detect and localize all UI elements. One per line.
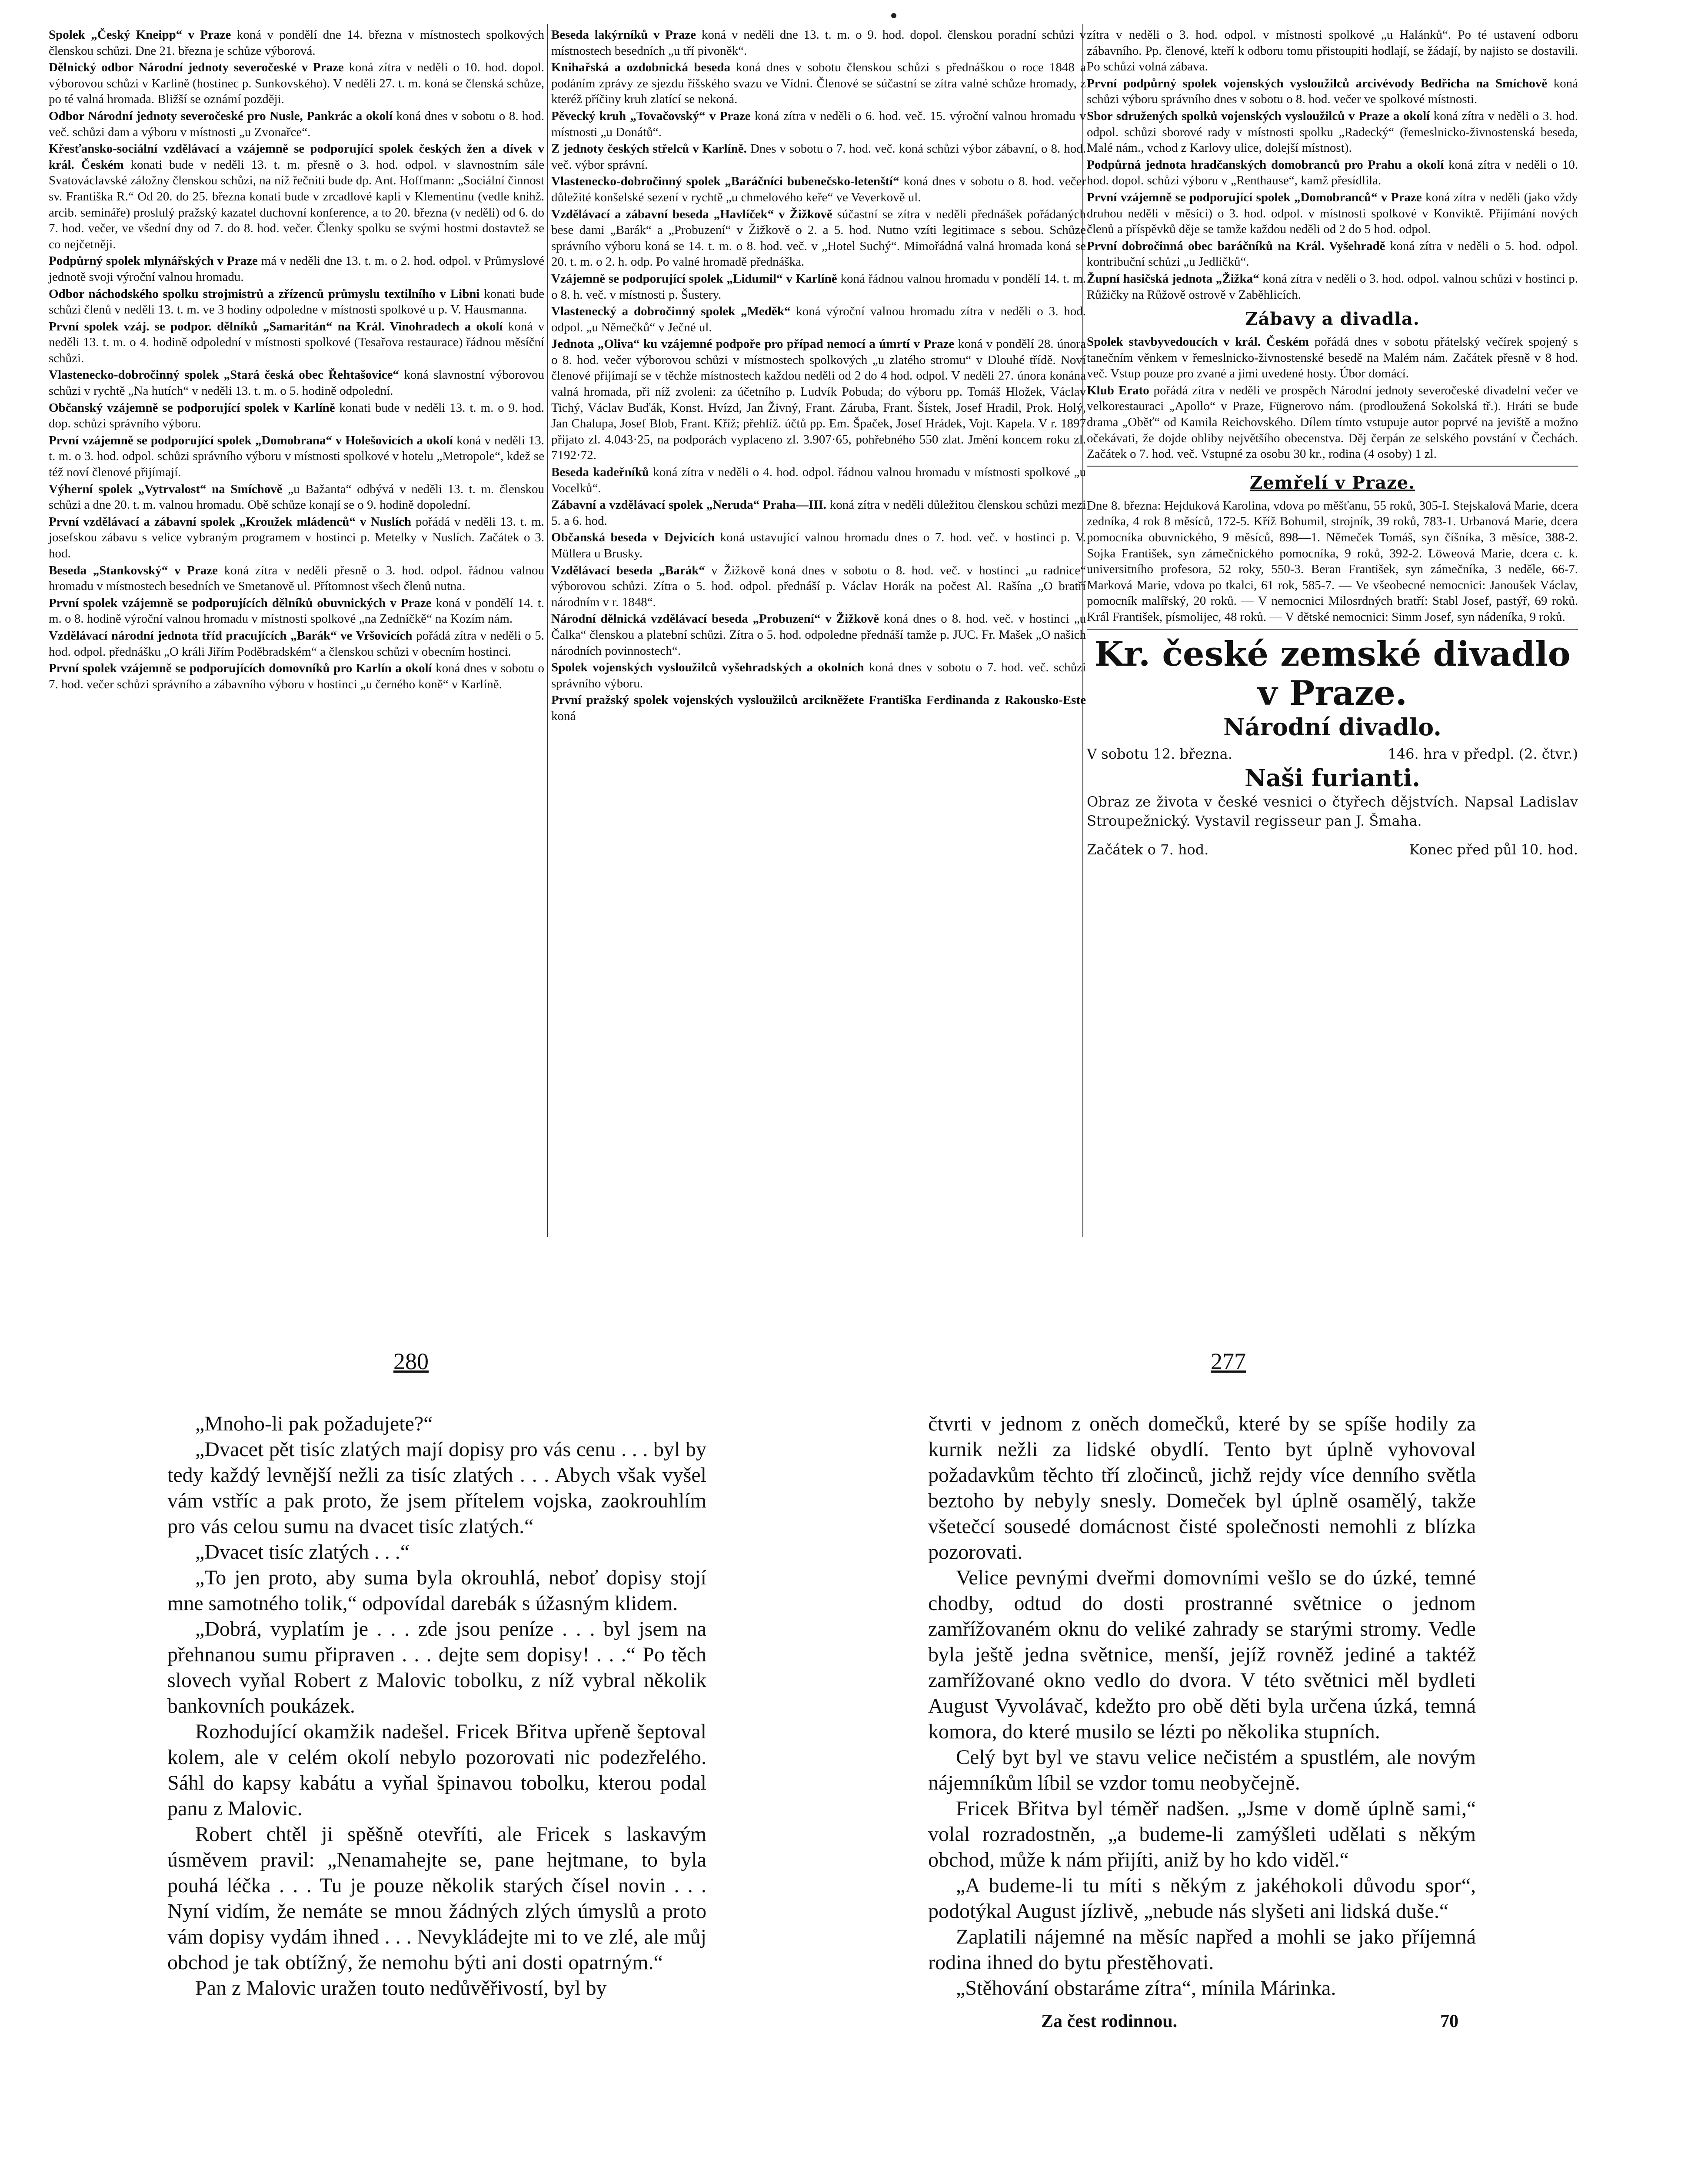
notice-entry: [1087, 76, 1578, 107]
theatre-end: Konec před půl 10. hod.: [1409, 841, 1578, 858]
notice-text: koná zítra v neděli o 6. hod. več. 15. výroční valnou hromadu v místnosti „u Donátů“.: [551, 109, 1086, 139]
notice-entry: [551, 464, 1086, 496]
notice-entry: [551, 497, 1086, 529]
notice-heading: Župní hasičská jednota „Žižka“: [1087, 271, 1259, 286]
notice-text: pořádá dnes v sobotu přátelský večírek spojený s tanečním věnkem v řemeslnicko-živnostenské besedě na Malém nám. Začátek přesně v 8 hod. več. Vstup pouze pro zvané a jimi uvedené hosty. Úbor domácí.: [1087, 335, 1578, 381]
notice-text: koná zítra v neděli přesně o 3. hod. odpol. řádnou valnou hromadu v místnostech besedních ve Smetanově ul. Přítomnost všech členů nutna.: [49, 563, 544, 594]
notice-entry: [551, 303, 1086, 335]
notice-entry: [49, 367, 544, 399]
notice-heading: Národní dělnická vzdělávací beseda „Probuzení“ v Žižkově: [551, 612, 879, 626]
novel-paragraph: Rozhodující okamžik nadešel. Fricek Břitva upřeně šeptoval kolem, ale v celém okolí nebylo pozorovati nic podezřelého. Sáhl do kapsy kabátu a vyňal špinavou tobolku, kterou podal panu z Malovic.: [167, 1720, 706, 1820]
notice-entry: [49, 514, 544, 562]
theatre-start: Začátek o 7. hod.: [1087, 841, 1209, 858]
notice-heading: Jednota „Oliva“ ku vzájemné podpoře pro případ nemocí a úmrtí v Praze: [551, 337, 955, 351]
notice-text: koná zítra v neděli (jako vždy druhou neděli v měsíci) o 3. hod. odpol. v místnosti spolkové v Konviktě. Přijímání nových členů a příspěvků děje se tamže každou neděli od 2 do 5 hod. odpol.: [1087, 190, 1578, 237]
notice-entry: [551, 141, 1086, 173]
notice-text: pořádá zítra v neděli o 5. hod. odpol. přednášku „O králi Jiřím Poděbradském“ a členskou schůzi v obecním hostinci.: [49, 628, 544, 659]
notice-heading: Odbor náchodského spolku strojmistrů a zřízenců průmyslu textilního v Libni: [49, 287, 480, 301]
theatre-performance: 146. hra v předpl. (2. čtvr.): [1388, 745, 1578, 762]
notice-entry: [49, 563, 544, 594]
notice-entry: [551, 692, 1086, 724]
notice-heading: První vzdělávací a zábavní spolek „Kroužek mládenců“ v Nuslích: [49, 514, 411, 529]
notice-text: má v neděli dne 13. t. m. o 2. hod. odpol. v Průmyslové jednotě svoji výroční valnou hromadu.: [49, 254, 544, 284]
notice-heading: První spolek vzájemně se podporujících domovníků pro Karlín a okolí: [49, 661, 432, 676]
notice-heading: Odbor Národní jednoty severočeské pro Nusle, Pankrác a okolí: [49, 109, 393, 123]
notice-entry: [49, 319, 544, 367]
notice-entry: [1087, 108, 1578, 156]
notice-heading: Spolek „Český Kneipp“ v Praze: [49, 28, 231, 42]
notice-text: koná dnes o 8. hod. več. v hostinci „u Čalka“ členskou a platební schůzi. Zítra o 5. hod. odpoledne přednáší tamže p. JUC. Fr. Mašek „O našich národních povinnostech“.: [551, 612, 1086, 658]
notice-text: koná zítra v neděli důležitou členskou schůzi mezi 5. a 6. hod.: [551, 498, 1086, 528]
newspaper-column-3: [1087, 27, 1578, 860]
divider: [1087, 466, 1578, 467]
novel-footer-title: Za čest rodinnou.: [1041, 2011, 1178, 2031]
notice-entry: [551, 660, 1086, 691]
notice-heading: Pěvecký kruh „Tovačovský“ v Praze: [551, 109, 751, 123]
notice-heading: První podpůrný spolek vojenských vysloužilců arcivévody Bedřicha na Smíchově: [1087, 76, 1548, 90]
notice-heading: Dělnický odbor Národní jednoty severočeské v Praze: [49, 60, 344, 75]
notice-entry: [1087, 190, 1578, 237]
novel-paragraph: „Dobrá, vyplatím je . . . zde jsou peníze . . . byl jsem na přehnanou sumu připraven . . . dejte sem dopisy! . . .“ Po těch slovech vyňal Robert z Malovic tobolku, z níž vybral několik bankovních poukázek.: [167, 1617, 706, 1717]
notice-list: [1087, 76, 1578, 303]
novel-paragraph: Robert chtěl ji spěšně otevříti, ale Fricek s laskavým úsměvem pravil: „Nenamahejte se, pane hejtmane, to byla pouhá léčka . . . Tu je pouze několik starých čísel novin . . . Nyní vidím, že nemáte se mnou žádných zlých úmyslů a proto vám dopisy vydám ihned . . . Nevykládejte mi to ve zlé, ale můj obchod je tak obtížný, že nemohu býti ani dosti opatrným.“: [167, 1823, 706, 1974]
theatre-date: V sobotu 12. března.: [1087, 745, 1232, 762]
notice-heading: Beseda kadeřníků: [551, 465, 649, 480]
notice-text: koná schůzi výboru správního dnes v sobotu o 8. hod. večer ve spolkové místnosti.: [1087, 76, 1578, 107]
notice-heading: Podpůrná jednota hradčanských domobranců pro Prahu a okolí: [1087, 157, 1444, 172]
novel-paragraph: Celý byt byl ve stavu velice nečistém a spustlém, ale novým nájemníkům líbil se vzdor tomu neobyčejně.: [928, 1746, 1476, 1794]
notice-entry: [1087, 157, 1578, 189]
notice-text: koná v neděli dne 13. t. m. o 9. hod. dopol. členskou poradní schůzi v místnostech besedních „u tří pivoněk“.: [551, 28, 1086, 58]
deaths-list: Dne 8. března: Hejduková Karolina, vdova po měšťanu, 55 roků, 305-I. Stejskalová Marie, dcera zedníka, 4 rok 8 měsíců, 172-5. Kříž Bohumil, strojník, 39 roků, 783-1. Urbanová Marie, dcera pomocníka obuvnického, 9 měsíců, 898—1. Němeček Tomáš, syn číšníka, 3 měsíce, 388-2. Sojka František, syn zámečnického pomocníka, 9 roků, 392-2. Löweová Marie, dcera c. k. universitního profesora, 52 roky, 550-3. Beran František, syn zámečníka, 3 neděle, 66-7. Marková Marie, vdova po tkalci, 61 rok, 585-7. — Ve všeobecné nemocnici: Janoušek Václav, pomocník malířský, 20 roků. — V nemocnici Milosrdných bratří: Stabl Josef, pastýř, 69 roků. Král František, písmolijec, 48 roků. — V dětské nemocnici: Simm Josef, syn nádeníka, 9 roků.: [1087, 498, 1578, 624]
notice-text: koná dnes v sobotu o 7. hod. več. schůzi správního výboru.: [551, 660, 1086, 690]
notice-text: konati bude schůzi členů v neděli 13. t. m. ve 3 hodiny odpoledne v místnosti spolkové u p. V. Hausmanna.: [49, 287, 544, 317]
notice-text: koná ustavující valnou hromadu dnes o 7. hod. več. v hostinci p. V. Müllera u Brusky.: [551, 530, 1086, 560]
notice-entry: [49, 595, 544, 627]
notice-text: koná zítra v neděli o 3. hod. odpol. valnou schůzi v hostinci p. Růžičky na Růžově ostrově v Zaběhlicích.: [1087, 271, 1578, 302]
notice-text: koná zítra v neděli o 10. hod. dopol. výborovou schůzi v Karlině (hostinec p. Sunkovského). V neděli 27. t. m. koná se členská schůze, po té valná hromada. Bližší se oznámí později.: [49, 60, 544, 107]
theatre-play-title: Naši furianti.: [1244, 764, 1421, 792]
notice-text: koná slavnostní výborovou schůzi v rychtě „Na hutích“ v neděli 13. t. m. o 5. hodině odpolední.: [49, 368, 544, 398]
notice-entry: [49, 433, 544, 480]
notice-entry: [1087, 334, 1578, 382]
theatre-date-line: [1087, 744, 1578, 764]
notice-heading: Knihařská a ozdobnická beseda: [551, 60, 731, 75]
notice-heading: Vzdělávací národní jednota tříd pracujících „Barák“ ve Vršovicích: [49, 628, 413, 643]
novel-paragraph: „Dvacet tisíc zlatých . . .“: [195, 1540, 410, 1564]
notice-entry: [49, 253, 544, 285]
notice-heading: Beseda „Stankovský“ v Praze: [49, 563, 218, 577]
notice-text: v Žižkově koná dnes v sobotu o 8. hod. več. v hostinci „u radnice“ výborovou schůzi. Zítra o 5. hod. odpol. přednáší p. Václav Horák na počest Al. Rašína „O bratří národním v r. 1848“.: [551, 563, 1086, 609]
notice-heading: Vzájemně se podporující spolek „Lidumil“ v Karlíně: [551, 271, 837, 286]
zabavy-list: [1087, 334, 1578, 462]
notice-heading: Vlastenecký a dobročinný spolek „Meděk“: [551, 304, 791, 319]
notice-heading: Sbor sdružených spolků vojenských vysloužilců v Praze a okolí: [1087, 109, 1430, 123]
novel-page-left: [167, 1411, 706, 2001]
notice-heading: Vlastenecko-dobročinný spolek „Stará česká obec Řehtašovice“: [49, 368, 399, 382]
notice-text: koná v pondělí 28. února o 8. hod. večer výborovou schůzi v místnostech spolkových „u zlatého stromu“ v Dlouhé třídě. Noví členové přijímají se v těchže místnostech každou neděli od 2 do 4 hod. odpol. V neděli 27. února konána valná hromada, při níž zvoleni: za účetního p. Ludvík Pobuda; do výboru pp. Tomáš Hložek, Václav Tichý, Václav Buďák, Konst. Hvízd, Jan Živný, Frant. Záruba, Frant. Šístek, Josef Hradil, Prok. Holý, Jan Chalupa, Josef Blob, Frant. Kříž; přehlíž. účtů pp. Em. Špaček, Josef Hrádek, Vojt. Kapela. V r. 1897 přijato zl. 4.043·25, na podporách vyplaceno zl. 3.907·65, pohřebného 550 zlat. Jmění koncem roku zl. 7192·72.: [551, 337, 1086, 463]
section-heading-zemreli: Zemřelí v Praze.: [1249, 472, 1415, 493]
novel-footer-number: 70: [1440, 2011, 1458, 2031]
notice-entry: [49, 108, 544, 140]
page-number-left: 280: [393, 1348, 429, 1374]
notice-text: koná zítra v neděli o 5. hod. odpol. kontribuční schůzi „u Jedličků“.: [1087, 239, 1578, 269]
theatre-times: [1087, 839, 1578, 860]
notice-text: „u Bažanta“ odbývá v neděli 13. t. m. členskou schůzi a dne 20. t. m. valnou hromadu. Obě schůze konají se o 9. hodině dopolední.: [49, 482, 544, 512]
notice-text: pořádá zítra v neděli ve prospěch Národní jednoty severočeské divadelní večer ve velkorestauraci „Apollo“ v Praze, Fügnerovo nám. (prodloužená Sokolská tř.). Hráti se bude drama „Oběť“ od Kamila Reichovského. Dílem tímto vstupuje autor poprvé na jeviště a možno očekávati, že dojde obliby největšího obecenstva. Děj čerpán ze selského povstání v Čechách. Začátek o 7. hod. več. Vstupné za osobu 30 kr., rodina (4 osoby) 1 zl.: [1087, 383, 1578, 461]
notice-heading: Občanský vzájemně se podporující spolek v Karlíně: [49, 400, 335, 415]
notice-text: koná řádnou valnou hromadu v pondělí 14. t. m. o 8. h. več. v místnosti p. Šustery.: [551, 271, 1086, 302]
notice-entry: [551, 336, 1086, 463]
novel-paragraph: Pan z Malovic uražen touto nedůvěřivostí, byl by: [195, 1977, 607, 2000]
notice-entry: [49, 628, 544, 660]
notice-text: koná zítra v neděli o 4. hod. odpol. řádnou valnou hromadu v místnosti spolkové „u Vocelků“.: [551, 465, 1086, 495]
notice-entry: [49, 60, 544, 107]
notice-text: koná v pondělí 14. t. m. o 8. hodině výroční valnou hromadu v místnosti spolkové „na Zedníčkě“ na Kozím nám.: [49, 596, 544, 626]
notice-heading: První spolek vzáj. se podpor. dělníků „Samaritán“ na Král. Vinohradech a okolí: [49, 319, 503, 333]
notice-text: koná zítra v neděli o 3. hod. odpol. schůzi sborové rady v místnosti spolku „Radecký“ (řemeslnicko-živnostenská beseda, Malé nám., vchod z Karlovy ulice, dolejší místnost).: [1087, 109, 1578, 155]
notice-text: koná dnes v sobotu členskou schůzi s přednáškou o roce 1848 a podáním zprávy ze sjezdu říšského svazu ve Vídni. Členové se súčastní se zítra valné schůze hromady, z kteréž příčiny kruh zlatící se nekoná.: [551, 60, 1086, 107]
notice-entry: [49, 400, 544, 432]
novel-paragraph: „Stěhování obstaráme zítra“, mínila Márinka.: [956, 1977, 1336, 2000]
notice-text: súčastní se zítra v neděli přednášek pořádaných bese dami „Barák“ a „Probuzení“ v Žižkově o 2. a 5. hod. Nutno vzíti legitimace s sebou. Schůze správního výboru koná se 14. t. m. o 8. hod. več. v „Hotel Suchý“. Mimořádná valná hromada koná se 20. t. m. o 2. h. odp. Po valné hromadě přednáška.: [551, 207, 1086, 269]
notice-heading: První spolek vzájemně se podporujících dělníků obuvnických v Praze: [49, 596, 432, 610]
novel-paragraph: „Dvacet pět tisíc zlatých mají dopisy pro vás cenu . . . byl by tedy každý levnější nežli za tisíc zlatých . . . Abych však vyšel vám vstříc a pak proto, že jsem přítelem vojska, zaokrouhlím pro vás celou sumu na dvacet tisíc zlatých.“: [167, 1438, 706, 1538]
novel-paragraph: „Mnoho-li pak požadujete?“: [195, 1412, 433, 1435]
newspaper-column-2: [551, 27, 1086, 725]
notice-entry: [1087, 238, 1578, 270]
notice-text: koná v neděli 13. t. m. o 3. hod. odpol. schůzi správního výboru v místnosti spolkové v hotelu „Metropole“, kdež se též noví členové přijímají.: [49, 433, 544, 480]
novel-paragraph: Fricek Břitva byl téměř nadšen. „Jsme v domě úplně sami,“ volal rozradostněn, „a budeme-li zamýšleti udělati s někým obchod, může k nám přijíti, aniž by ho kdo viděl.“: [928, 1797, 1476, 1871]
notice-text: koná zítra v neděli o 10. hod. dopol. schůzi výboru v „Renthause“, kamž přesídlila.: [1087, 157, 1578, 188]
notice-text: Dnes v sobotu o 7. hod. več. koná schůzi výbor zábavní, o 8. hod. več. výbor správní.: [551, 142, 1086, 172]
notice-entry: [551, 271, 1086, 303]
notice-entry: [49, 141, 544, 252]
notice-heading: Spolek vojenských vysloužilců vyšehradských a okolních: [551, 660, 864, 675]
notice-entry: [551, 611, 1086, 659]
notice-heading: Spolek stavbyvedoucích v král. Českém: [1087, 335, 1309, 349]
notice-entry: [1087, 271, 1578, 303]
notice-entry: [551, 27, 1086, 59]
theatre-subtitle: Národní divadlo.: [1223, 713, 1442, 741]
notice-text: koná dnes v sobotu o 8. hod. več. schůzi dam a výboru v místnosti „u Zvonařce“.: [49, 109, 544, 139]
notice-heading: Zábavní a vzdělávací spolek „Neruda“ Praha—III.: [551, 498, 826, 512]
notice-text: koná dnes v sobotu o 8. hod. večer důležité konšelské sezení v rychtě „u chmelového keře“ ve Veverkově ul.: [551, 174, 1086, 204]
novel-paragraph: „A budeme-li tu míti s někým z jakéhokoli důvodu spor“, podotýkal August jízlivě, „nebude nás slyšeti ani lidská duše.“: [928, 1874, 1476, 1923]
notice-text: koná: [551, 709, 576, 723]
notice-text: koná v pondělí dne 14. března v místnostech spolkových členskou schůzi. Dne 21. března je schůze výborová.: [49, 28, 544, 58]
notice-heading: Křesťansko-sociální vzdělávací a vzájemně se podporující spolek českých žen a dívek v král. Českém: [49, 142, 544, 172]
theatre-description: Obraz ze života v české vesnici o čtyřech dějstvích. Napsal Ladislav Stroupežnický. Vystavil regisseur pan J. Šmaha.: [1087, 793, 1578, 829]
novel-page-right: [928, 1411, 1476, 2034]
notice-entry: [551, 108, 1086, 140]
notice-entry: [1087, 383, 1578, 462]
print-mark: [891, 13, 896, 18]
novel-footer: [928, 2009, 1476, 2034]
novel-paragraph: čtvrti v jednom z oněch domečků, které by se spíše hodily za kurnik nežli za lidské obydlí. Tento byt úplně vyhovoval požadavkům těchto tří zločinců, jichž rejdy více denního světla beztoho by nebyly snesly. Domeček byl úplně osamělý, takže všetečcí sousedé domácnost čisté společnosti nemohli z blízka pozorovati.: [928, 1412, 1476, 1564]
notice-heading: Vzdělávací a zábavní beseda „Havlíček“ v Žižkově: [551, 207, 832, 221]
notice-entry: [49, 286, 544, 318]
notice-entry: [551, 173, 1086, 205]
notice-text: konati bude v neděli 13. t. m. o 9. hod. dop. schůzi správního výboru.: [49, 400, 544, 431]
column-divider: [547, 24, 548, 1237]
novel-paragraph: Velice pevnými dveřmi domovními vešlo se do úzké, temné chodby, odtud do dosti prostranné světnice o jednom zamřížovaném oknu do veliké zahrady se starými stromy. Vedle byla ještě jedna světnice, menší, jejíž rovněž jediné a taktéž zamřížované okno vedlo do dvora. V této světnici měl bydleti August Vyvolávač, kdežto pro obě děti byla určena úzká, temná komora, do které musilo se lézti po několika stupních.: [928, 1566, 1476, 1743]
section-heading-zabavy: Zábavy a divadla.: [1245, 309, 1420, 330]
theatre-title: Kr. české zemské divadlo v Praze.: [1094, 634, 1571, 713]
notice-text: koná výroční valnou hromadu zítra v neděli o 3. hod. odpol. „u Němečků“ v Ječné ul.: [551, 304, 1086, 334]
notice-text: koná v neděli 13. t. m. o 4. hodině odpolední v místnosti spolkové (Tesařova restaurace) řádnou měsíční schůzi.: [49, 319, 544, 365]
notice-entry: [551, 563, 1086, 610]
notice-heading: Klub Erato: [1087, 383, 1149, 397]
notice-heading: Z jednoty českých střelců v Karlíně.: [551, 142, 747, 156]
novel-paragraph: „To jen proto, aby suma byla okrouhlá, neboť dopisy stojí mne samotného tolik,“ odpovídal darebák s úžasným klidem.: [167, 1566, 706, 1615]
notice-heading: Vlastenecko-dobročinný spolek „Baráčníci bubenečsko-letenští“: [551, 174, 899, 189]
notice-heading: První vzájemně se podporující spolek „Domobranců“ v Praze: [1087, 190, 1422, 204]
notice-continuation: zítra v neděli o 3. hod. odpol. v místnosti spolkové „u Halánků“. Po té ustavení odboru zábavního. Pp. členové, kteří k odboru tomu přistoupiti hodlají, se žádají, by najisto se dostavili. Po schůzi volná zábava.: [1087, 28, 1578, 74]
novel-text-right: [928, 1411, 1476, 2001]
notice-entry: [551, 207, 1086, 270]
novel-paragraph: Zaplatili nájemné na měsíc napřed a mohli se jako příjemná rodina ihned do bytu přestěhovati.: [928, 1925, 1476, 1974]
theatre-announcement: [1087, 635, 1578, 860]
notice-entry: [49, 660, 544, 692]
notice-heading: Občanská beseda v Dejvicích: [551, 530, 715, 545]
notice-entry: [49, 27, 544, 59]
notice-heading: První dobročinná obec baráčníků na Král. Vyšehradě: [1087, 239, 1385, 253]
notice-heading: První vzájemně se podporující spolek „Domobrana“ v Holešovicích a okolí: [49, 433, 453, 447]
divider: [1087, 629, 1578, 630]
notice-text: pořádá v neděli 13. t. m. josefskou zábavu s velice vybraným programem v hostinci p. Metelky v Nuslích. Začátek o 3. hod.: [49, 514, 544, 560]
notice-heading: Podpůrný spolek mlynářských v Praze: [49, 254, 258, 268]
notice-text: konati bude v neděli 13. t. m. přesně o 3. hod. odpol. v slavnostním sále Svatováclavské záložny členskou schůzi, na níž řečniti bude dp. Ant. Hoffmann: „Sociální činnost sv. Františka R.“ Od 20. do 25. března konati bude v zrcadlové kapli v Klementinu (vedle knihž. arcib. semináře) proslulý pražský kazatel duchovní konference, a to 20. března (v neděli) od 6. do 7. hod. večer, ve všední dny od 7. do 8. hod. večer. Členky spolku se svými hostmi dostavtež se co nejčetněji.: [49, 157, 544, 251]
notice-entry: [551, 530, 1086, 561]
page-number-right: 277: [1211, 1348, 1246, 1374]
notice-heading: Výherní spolek „Vytrvalost“ na Smíchově: [49, 482, 283, 496]
notice-heading: První pražský spolek vojenských vysloužilců arcikněžete Františka Ferdinanda z Rakousko-Este: [551, 693, 1086, 707]
newspaper-column-1: [49, 27, 544, 693]
notice-text: koná dnes v sobotu o 7. hod. večer schůzi správního a zábavního výboru v hostinci „u černého koně“ v Karlíně.: [49, 661, 545, 691]
notice-heading: Vzdělávací beseda „Barák“: [551, 563, 705, 577]
notice-entry: [551, 60, 1086, 107]
notice-heading: Beseda lakýrníků v Praze: [551, 28, 696, 42]
notice-entry: [49, 481, 544, 513]
